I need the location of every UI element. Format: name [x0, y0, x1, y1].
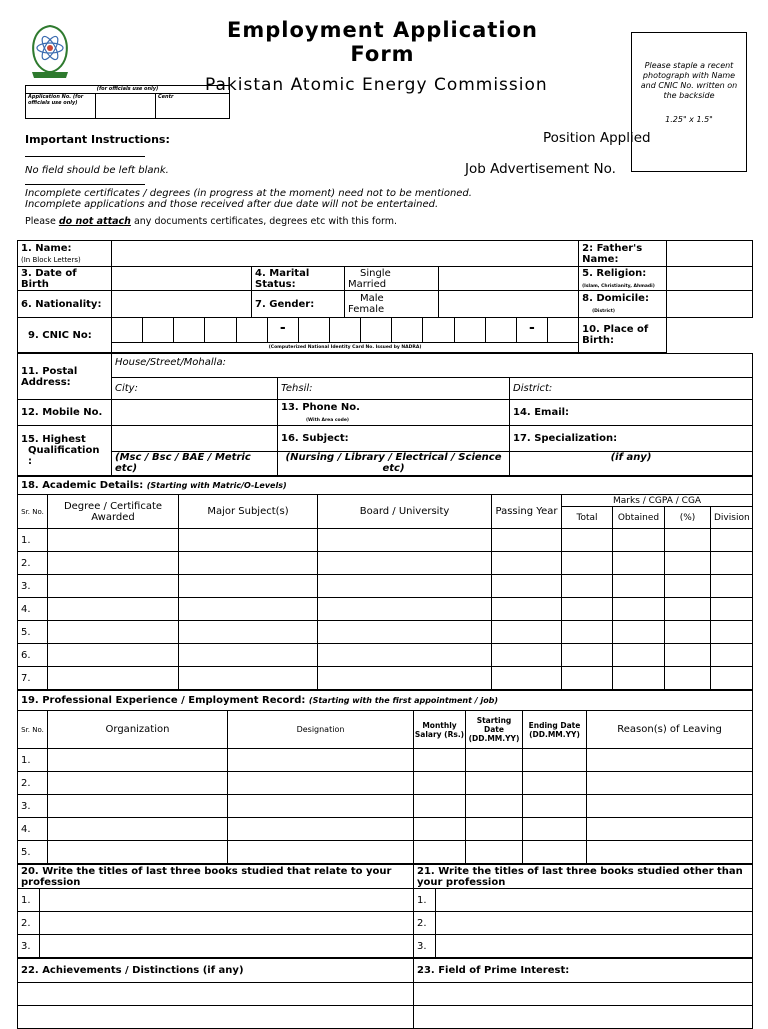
academic-cell[interactable] — [179, 552, 318, 575]
academic-cell[interactable] — [48, 575, 179, 598]
experience-cell[interactable] — [228, 749, 414, 772]
district-label: District: — [513, 383, 553, 394]
city-field[interactable] — [112, 378, 278, 400]
experience-cell[interactable] — [466, 749, 523, 772]
table-row — [18, 749, 753, 772]
marital-label: 4. Marital Status: — [252, 267, 345, 291]
board-header: Board / University — [318, 495, 492, 529]
academic-cell[interactable] — [48, 529, 179, 552]
academic-cell[interactable] — [711, 644, 753, 667]
house-field[interactable] — [112, 354, 753, 378]
row-number: 4. — [18, 818, 48, 841]
academic-cell[interactable] — [318, 552, 492, 575]
cnic-label: 9. CNIC No: — [18, 318, 112, 353]
end-date-header: Ending Date (DD.MM.YY) — [523, 711, 587, 749]
interest-field[interactable] — [414, 1006, 753, 1029]
academic-cell[interactable] — [562, 621, 613, 644]
qualification-field[interactable] — [112, 426, 278, 452]
row-number: 2. — [18, 772, 48, 795]
row-number: 1. — [18, 749, 48, 772]
academic-heading-text: 18. Academic Details: — [21, 480, 144, 491]
academic-cell[interactable] — [179, 667, 318, 690]
title-line-2: Form — [350, 42, 415, 66]
personal-info-table — [17, 240, 753, 353]
experience-cell[interactable] — [414, 818, 466, 841]
experience-cell[interactable] — [466, 818, 523, 841]
office-use-label: (for officials use only) — [26, 86, 230, 94]
academic-cell[interactable] — [179, 575, 318, 598]
experience-cell[interactable] — [228, 772, 414, 795]
cnic-digit[interactable] — [143, 318, 174, 342]
phone-cell[interactable] — [278, 400, 510, 426]
achievements-label: 22. Achievements / Distinctions (if any) — [18, 959, 414, 983]
table-row — [18, 795, 753, 818]
academic-cell[interactable] — [492, 621, 562, 644]
academic-cell[interactable] — [665, 552, 711, 575]
table-row — [18, 621, 753, 644]
row-number: 5. — [18, 621, 48, 644]
religion-label — [579, 267, 667, 291]
cnic-dash: - — [517, 318, 548, 342]
centre-label: Centr — [158, 94, 174, 100]
experience-cell[interactable] — [466, 841, 523, 864]
subject-hint: (Nursing / Library / Electrical / Science etc) — [278, 452, 510, 476]
cnic-digit[interactable] — [112, 318, 143, 342]
academic-cell[interactable] — [613, 598, 665, 621]
subject-label: 16. Subject: — [281, 433, 349, 444]
row-number: 3. — [18, 575, 48, 598]
academic-cell[interactable] — [613, 529, 665, 552]
email-cell[interactable] — [510, 400, 753, 426]
salary-header: Monthly Salary (Rs.) — [414, 711, 466, 749]
experience-cell[interactable] — [523, 749, 587, 772]
academic-cell[interactable] — [562, 667, 613, 690]
experience-cell[interactable] — [523, 841, 587, 864]
qualification-hint: (Msc / Bsc / BAE / Metric etc) — [112, 452, 278, 476]
table-row — [18, 575, 753, 598]
cnic-digit[interactable] — [455, 318, 486, 342]
experience-cell[interactable] — [466, 795, 523, 818]
experience-cell[interactable] — [48, 841, 228, 864]
academic-cell[interactable] — [318, 644, 492, 667]
row-number: 1. — [414, 889, 436, 912]
religion-field[interactable] — [667, 267, 753, 291]
qual-text-1: 15. Highest — [21, 434, 86, 445]
experience-sr-header: Sr. No. — [18, 711, 48, 749]
place-of-birth-label: 10. Place of Birth: — [579, 318, 667, 353]
academic-cell[interactable] — [318, 529, 492, 552]
book-cell[interactable] — [436, 912, 753, 935]
attach-suffix: any documents certificates, degrees etc with this form. — [130, 216, 398, 227]
books-profession-heading: 20. Write the titles of last three books studied that relate to your profession — [18, 865, 414, 889]
experience-cell[interactable] — [523, 818, 587, 841]
table-row — [18, 772, 753, 795]
experience-cell[interactable] — [414, 772, 466, 795]
table-row — [18, 912, 753, 935]
academic-cell[interactable] — [711, 621, 753, 644]
photo-size: 1.25" x 1.5" — [665, 115, 713, 124]
experience-cell[interactable] — [587, 795, 753, 818]
experience-heading — [18, 691, 753, 711]
academic-cell[interactable] — [711, 552, 753, 575]
academic-cell[interactable] — [665, 621, 711, 644]
academic-cell[interactable] — [318, 667, 492, 690]
name-label — [18, 241, 112, 267]
cnic-hint: (Computerized National Identity Card No. Issued by NADRA) — [268, 345, 422, 350]
academic-cell[interactable] — [562, 644, 613, 667]
interest-field[interactable] — [414, 983, 753, 1006]
book-cell[interactable] — [436, 889, 753, 912]
application-no-field[interactable] — [96, 94, 156, 119]
cnic-digit[interactable] — [299, 318, 330, 342]
books-other-heading: 21. Write the titles of last three books studied other than your profession — [414, 865, 753, 889]
academic-cell[interactable] — [613, 552, 665, 575]
academic-cell[interactable] — [665, 598, 711, 621]
place-of-birth-field[interactable] — [667, 318, 753, 353]
academic-cell[interactable] — [318, 621, 492, 644]
academic-cell[interactable] — [711, 529, 753, 552]
name-hint: (In Block Letters) — [21, 255, 81, 264]
female-option[interactable]: Female — [348, 304, 385, 315]
academic-cell[interactable] — [48, 621, 179, 644]
mobile-label: 12. Mobile No. — [18, 400, 112, 426]
row-number: 4. — [18, 598, 48, 621]
academic-cell[interactable] — [492, 552, 562, 575]
degree-header: Degree / Certificate Awarded — [48, 495, 179, 529]
academic-cell[interactable] — [492, 575, 562, 598]
experience-cell[interactable] — [587, 749, 753, 772]
academic-cell[interactable] — [492, 644, 562, 667]
house-label: House/Street/Mohalla: — [115, 357, 226, 368]
table-row — [18, 552, 753, 575]
qual-text-3: : — [27, 456, 32, 467]
application-form-grid — [17, 240, 752, 1029]
form-title — [200, 18, 565, 66]
academic-cell[interactable] — [613, 667, 665, 690]
instruction-attach — [25, 216, 397, 227]
academic-heading-note: (Starting with Matric/O-Levels) — [146, 481, 287, 490]
photo-box — [631, 32, 747, 172]
academic-cell[interactable] — [48, 552, 179, 575]
book-cell[interactable] — [40, 912, 414, 935]
cnic-digit[interactable] — [423, 318, 454, 342]
interest-label: 23. Field of Prime Interest: — [414, 959, 753, 983]
mobile-field[interactable] — [112, 400, 278, 426]
attach-bold: do not attach — [58, 216, 131, 227]
tehsil-label: Tehsil: — [281, 383, 313, 394]
academic-cell[interactable] — [562, 529, 613, 552]
experience-heading-note: (Starting with the first appointment / job) — [308, 696, 499, 705]
table-row — [18, 841, 753, 864]
experience-cell[interactable] — [48, 749, 228, 772]
instructions-heading: Important Instructions: — [25, 133, 170, 146]
cnic-digit[interactable] — [174, 318, 205, 342]
experience-cell[interactable] — [466, 772, 523, 795]
gender-options[interactable] — [345, 291, 439, 318]
academic-cell[interactable] — [613, 621, 665, 644]
domicile-hint: (District) — [592, 309, 615, 314]
qualification-label — [18, 426, 112, 476]
academic-cell[interactable] — [711, 575, 753, 598]
marital-options[interactable] — [345, 267, 439, 291]
single-option[interactable]: Single — [360, 267, 391, 279]
table-row — [18, 935, 753, 958]
experience-cell[interactable] — [523, 795, 587, 818]
academic-cell[interactable] — [318, 575, 492, 598]
experience-cell[interactable] — [587, 841, 753, 864]
achievements-field[interactable] — [18, 1006, 414, 1029]
cnic-digit[interactable] — [205, 318, 236, 342]
row-number: 2. — [18, 912, 40, 935]
religion-text: 5. Religion: — [582, 267, 647, 279]
academic-cell[interactable] — [665, 644, 711, 667]
domicile-text: 8. Domicile: — [582, 293, 649, 304]
tehsil-field[interactable] — [278, 378, 510, 400]
specialization-cell[interactable] — [510, 426, 753, 452]
table-row — [18, 644, 753, 667]
table-row — [18, 818, 753, 841]
position-applied-label: Position Applied — [543, 130, 651, 146]
book-cell[interactable] — [436, 935, 753, 958]
book-cell[interactable] — [40, 935, 414, 958]
table-row — [18, 529, 753, 552]
gender-field[interactable] — [439, 291, 579, 318]
experience-cell[interactable] — [587, 818, 753, 841]
paec-emblem-icon — [26, 22, 74, 80]
photo-instruction: Please staple a recent photograph with Name and CNIC No. written on the backside — [640, 61, 738, 100]
contact-table — [17, 353, 753, 476]
office-use-box — [25, 85, 230, 119]
cnic-digit[interactable] — [361, 318, 392, 342]
nationality-field[interactable] — [112, 291, 252, 318]
dob-field[interactable] — [112, 267, 252, 291]
academic-cell[interactable] — [665, 529, 711, 552]
male-option[interactable]: Male — [360, 293, 384, 304]
religion-hint: (Islam, Christianity, Ahmadi) — [582, 283, 655, 289]
academic-cell[interactable] — [711, 598, 753, 621]
row-number: 6. — [18, 644, 48, 667]
postal-address-label: 11. Postal Address: — [18, 354, 112, 400]
dob-label — [18, 267, 112, 291]
academic-cell[interactable] — [492, 667, 562, 690]
cnic-digit[interactable] — [486, 318, 517, 342]
instruction-line: Incomplete applications and those received after due date will not be entertained. — [25, 199, 439, 210]
row-number: 1. — [18, 529, 48, 552]
academic-cell[interactable] — [179, 598, 318, 621]
job-advertisement-label: Job Advertisement No. — [465, 161, 616, 177]
application-no-label: Application No. (for officials use only) — [26, 94, 96, 119]
experience-cell[interactable] — [48, 795, 228, 818]
academic-heading — [18, 477, 753, 495]
father-name-label: 2: Father's Name: — [579, 241, 667, 267]
gender-label: 7. Gender: — [252, 291, 345, 318]
table-row — [18, 889, 753, 912]
instruction-line: No field should be left blank. — [25, 165, 169, 176]
organization-name: Pakistan Atomic Energy Commission — [205, 75, 548, 95]
experience-cell[interactable] — [48, 818, 228, 841]
title-line-1: Employment Application — [227, 18, 538, 42]
row-number: 5. — [18, 841, 48, 864]
designation-header: Designation — [228, 711, 414, 749]
experience-cell[interactable] — [228, 795, 414, 818]
academic-sr-header: Sr. No. — [18, 495, 48, 529]
academic-cell[interactable] — [711, 667, 753, 690]
experience-cell[interactable] — [228, 818, 414, 841]
domicile-field[interactable] — [667, 291, 753, 318]
dob-text-2: Birth — [21, 278, 49, 290]
major-header: Major Subject(s) — [179, 495, 318, 529]
marital-field[interactable] — [439, 267, 579, 291]
achievements-field[interactable] — [18, 983, 414, 1006]
nationality-label: 6. Nationality: — [18, 291, 112, 318]
academic-table — [17, 476, 753, 690]
centre-cell[interactable] — [156, 94, 230, 119]
name-text: 1. Name: — [21, 242, 72, 254]
married-option[interactable]: Married — [348, 278, 387, 290]
academic-cell[interactable] — [48, 598, 179, 621]
cnic-dash: - — [268, 318, 299, 342]
phone-label: 13. Phone No. — [281, 401, 360, 413]
academic-cell[interactable] — [492, 598, 562, 621]
row-number: 2. — [18, 552, 48, 575]
academic-cell[interactable] — [48, 667, 179, 690]
books-table — [17, 864, 753, 958]
achievements-table — [17, 958, 753, 1029]
row-number: 3. — [414, 935, 436, 958]
divider — [25, 156, 145, 157]
percent-header: (%) — [665, 507, 711, 529]
row-number: 7. — [18, 667, 48, 690]
cnic-cell — [112, 318, 579, 353]
phone-hint: (With Area code) — [306, 417, 349, 423]
academic-cell[interactable] — [179, 529, 318, 552]
academic-cell[interactable] — [665, 575, 711, 598]
cnic-digit[interactable] — [548, 318, 578, 342]
academic-cell[interactable] — [613, 644, 665, 667]
specialization-label: 17. Specialization: — [513, 433, 618, 444]
row-number: 2. — [414, 912, 436, 935]
instruction-line: Incomplete certificates / degrees (in progress at the moment) need not to be mentioned. — [25, 188, 472, 199]
experience-cell[interactable] — [587, 772, 753, 795]
academic-cell[interactable] — [562, 552, 613, 575]
book-cell[interactable] — [40, 889, 414, 912]
row-number: 3. — [18, 935, 40, 958]
experience-cell[interactable] — [228, 841, 414, 864]
city-label: City: — [115, 383, 138, 394]
academic-cell[interactable] — [48, 644, 179, 667]
cnic-digit[interactable] — [392, 318, 423, 342]
experience-cell[interactable] — [414, 749, 466, 772]
academic-cell[interactable] — [562, 575, 613, 598]
subject-cell[interactable] — [278, 426, 510, 452]
experience-heading-text: 19. Professional Experience / Employment Record: — [21, 695, 306, 706]
specialization-hint: (if any) — [510, 452, 753, 476]
table-row — [18, 667, 753, 690]
experience-cell[interactable] — [414, 841, 466, 864]
father-name-field[interactable] — [667, 241, 753, 267]
dob-text-1: 3. Date of — [21, 267, 77, 279]
row-number: 3. — [18, 795, 48, 818]
attach-prefix: Please — [25, 216, 59, 227]
qual-text-2: Qualification — [27, 445, 100, 456]
domicile-label — [579, 291, 667, 318]
academic-cell[interactable] — [562, 598, 613, 621]
academic-cell[interactable] — [665, 667, 711, 690]
experience-cell[interactable] — [48, 772, 228, 795]
division-header: Division — [711, 507, 753, 529]
academic-cell[interactable] — [492, 529, 562, 552]
academic-cell[interactable] — [613, 575, 665, 598]
cnic-boxes — [112, 318, 578, 343]
organization-header: Organization — [48, 711, 228, 749]
email-label: 14. Email: — [513, 407, 570, 418]
cnic-digit[interactable] — [237, 318, 268, 342]
start-date-header: Starting Date (DD.MM.YY) — [466, 711, 523, 749]
reason-header: Reason(s) of Leaving — [587, 711, 753, 749]
academic-cell[interactable] — [179, 644, 318, 667]
academic-cell[interactable] — [179, 621, 318, 644]
experience-cell[interactable] — [523, 772, 587, 795]
divider — [25, 184, 145, 185]
marks-header: Marks / CGPA / CGA — [562, 495, 753, 507]
total-header: Total — [562, 507, 613, 529]
year-header: Passing Year — [492, 495, 562, 529]
academic-cell[interactable] — [318, 598, 492, 621]
obtained-header: Obtained — [613, 507, 665, 529]
row-number: 1. — [18, 889, 40, 912]
experience-cell[interactable] — [414, 795, 466, 818]
table-row — [18, 598, 753, 621]
experience-table — [17, 690, 753, 864]
district-field[interactable] — [510, 378, 753, 400]
cnic-digit[interactable] — [330, 318, 361, 342]
name-field[interactable] — [112, 241, 579, 267]
